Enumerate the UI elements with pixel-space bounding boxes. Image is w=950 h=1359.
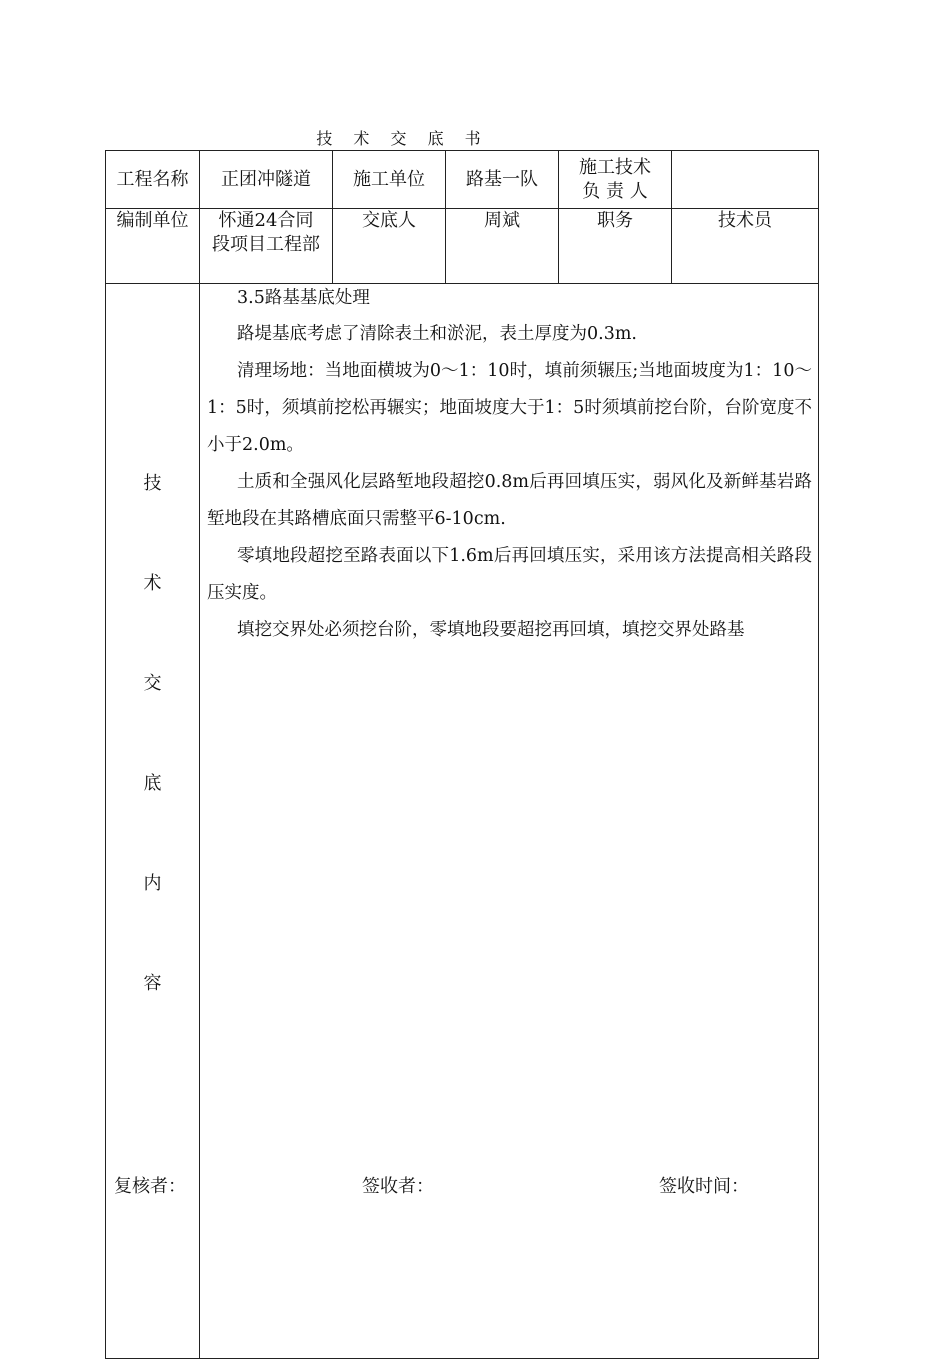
compiler-value: 怀通24合同段项目工程部 — [200, 209, 333, 284]
position-label: 职务 — [559, 209, 672, 284]
receiver-label: 签收者： — [362, 1176, 434, 1197]
reviewer-label: 复核者： — [114, 1176, 186, 1197]
briefer-label: 交底人 — [333, 209, 446, 284]
project-name-label: 工程名称 — [106, 151, 200, 209]
compiler-label: 编制单位 — [106, 209, 200, 284]
tech-lead-label-line1: 施工技术 — [579, 156, 651, 178]
side-label-char: 容 — [143, 973, 162, 994]
content-paragraph: 路堤基底考虑了清除表土和淤泥，表土厚度为0.3m. — [237, 324, 637, 344]
content-paragraph: 零填地段超挖至路表面以下1.6m后再回填压实，采用该方法提高相关路段压实度。 — [207, 546, 812, 603]
tech-lead-value — [672, 151, 819, 209]
side-label-char: 底 — [143, 773, 162, 794]
section-heading: 3.5路基基底处理 — [237, 288, 370, 308]
tech-lead-label-line2: 负 责 人 — [582, 180, 648, 202]
receive-time-label: 签收时间： — [659, 1176, 749, 1197]
project-name-value: 正团冲隧道 — [200, 151, 333, 209]
side-label-char: 术 — [143, 573, 162, 594]
side-label-char: 交 — [143, 673, 162, 694]
construction-unit-value: 路基一队 — [446, 151, 559, 209]
side-label-char: 技 — [143, 473, 162, 494]
content-paragraph: 清理场地：当地面横坡为0～1：10时，填前须辗压;当地面坡度为1：10～1：5时，须填前挖松再辗实；地面坡度大于1：5时须填前挖台阶，台阶宽度不小于2.0m。 — [207, 361, 812, 455]
position-value: 技术员 — [672, 209, 819, 284]
document-title: 技 术 交 底 书 — [316, 129, 489, 148]
construction-unit-label: 施工单位 — [333, 151, 446, 209]
briefer-value: 周斌 — [446, 209, 559, 284]
side-label-char: 内 — [143, 873, 162, 894]
content-paragraph: 填挖交界处必须挖台阶，零填地段要超挖再回填，填挖交界处路基 — [237, 620, 745, 640]
tech-lead-label — [559, 151, 672, 209]
header-row-compiler — [106, 209, 819, 284]
content-paragraph: 土质和全强风化层路堑地段超挖0.8m后再回填压实，弱风化及新鲜基岩路堑地段在其路槽底面只需整平6-10cm. — [207, 472, 812, 529]
header-row-project — [106, 151, 819, 209]
